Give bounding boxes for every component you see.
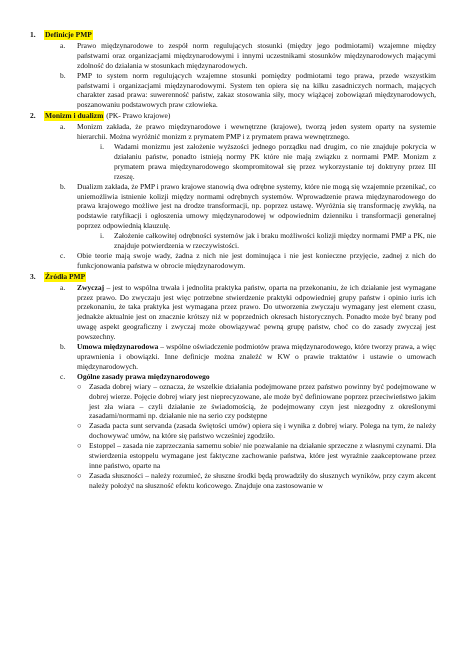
list-item <box>30 251 436 271</box>
principle-item <box>77 421 436 441</box>
item-lead: Zwyczaj <box>77 282 105 292</box>
section-title-suffix: (PK- Prawo krajowe) <box>104 111 171 121</box>
principle-text: Zasada słuszności – należy rozumieć, że słuszne środki będą prowadziły do słusznych wyników, przy czym akcent należy położyć na słuszność efektu końcowego. Znajduje ona zastosowanie w <box>89 470 436 490</box>
list-item <box>30 41 436 71</box>
list-item <box>30 283 436 342</box>
list-item <box>30 342 436 372</box>
bullet-icon: ○ <box>77 381 82 391</box>
principle-item <box>77 382 436 422</box>
item-label: b. <box>60 342 66 352</box>
principle-text: Zasada pacta sunt servanda (zasada świętości umów) opiera się i wynika z dobrej wiary. Polega na tym, że należy dochowywać umów, na które się państwo wcześniej zgodziło. <box>89 421 436 441</box>
section-title: Definicje PMP <box>45 30 92 39</box>
list-item <box>30 372 436 382</box>
item-text: Dualizm zakłada, że PMP i prawo krajowe stanowią dwa odrębne systemy, które nie mogą się wzajemnie przenikać, co uniemożliwia istnienie kolizji między normami odrębnych systemów. Wprowadzenie prawa międzynarodowego do prawa krajowego możliwe jest na drodze transformacji, np. poprzez ustawę. Wyróżnia się transformację zwykłą, na podstawie ratyfikacji i ogłoszenia umowy międzynarodowej w odpowiednim dzienniku i transformacji generalnej poprzez odpowiednią klauzulę. <box>77 181 436 231</box>
section-number: 2. <box>30 111 36 121</box>
item-label: i. <box>100 231 104 241</box>
list-item <box>30 182 436 232</box>
section-heading-1 <box>30 30 436 40</box>
item-lead: Ogólne zasady prawa międzynarodowego <box>77 371 210 381</box>
principles-list <box>30 382 436 491</box>
bullet-icon: ○ <box>77 441 82 451</box>
item-lead: Umowa międzynarodowa <box>77 342 159 352</box>
item-text: Monizm zakłada, że prawo międzynarodowe i wewnętrzne (krajowe), tworzą jeden system oparty na systemie hierarchii. Można wyróżnić monizm z prymatem PMP i z prymatem prawa wewnętrznego. <box>77 122 436 142</box>
item-label: b. <box>60 70 66 80</box>
principle-item <box>77 471 436 491</box>
item-label: c. <box>60 250 66 260</box>
item-label: b. <box>60 181 66 191</box>
item-text: Założenie całkowitej odrębności systemów jak i braku możliwości kolizji między normami PMP a PK, nie znajduje potwierdzenia w rzeczywistości. <box>114 231 436 251</box>
item-label: i. <box>100 141 104 151</box>
sub-list-item <box>30 142 436 182</box>
item-label: a. <box>60 122 66 132</box>
section-heading-3 <box>30 272 436 282</box>
section-number: 3. <box>30 271 36 281</box>
item-text: – jest to wspólna trwała i jednolita praktyka państw, oparta na przekonaniu, że ich działanie jest wymagane przez prawo. Do zwyczaju jest więc potrzebne stwierdzenie praktyki odpowiedniej grupy państw i opinio iuris ich przekonaniu, że taka praktyka jest wymagana przez prawo. Do utworzenia zwyczaju wymagany jest element czasu, jednakże aktualnie jest on znacznie krótszy niż w poprzednich okresach historycznych. Ponadto może być brany pod uwagę aspekt geograficzny i zwyczaj może obowiązywać pewną grupę państw, choć co do zasady zwyczaj jest powszechny. <box>77 282 436 342</box>
item-text: Prawo międzynarodowe to zespół norm regulujących stosunki (między jego podmiotami) wzajemne między państwami oraz organizacjami międzynarodowymi i innymi uczestnikami stosunków międzynarodowych mającymi zdolność do działania w stosunkach międzynarodowych. <box>77 40 436 70</box>
section-number: 1. <box>30 30 36 39</box>
bullet-icon: ○ <box>77 421 82 431</box>
list-item <box>30 122 436 142</box>
principle-text: Zasada dobrej wiary – oznacza, że wszelkie działania podejmowane przez państwo powinny być podejmowane w dobrej wierze. Pojęcie dobrej wiary jest nieprecyzowane, ale może być definiowane poprzez przeciwieństwo jakim jest zła wiara – czyli działanie ze świadomością, że podejmowany czyn jest niezgodny z określonymi zasadami/normami np. działanie nie na serio czy podstępne <box>89 381 436 421</box>
item-label: a. <box>60 40 66 50</box>
principle-text: Estoppel – zasada nie zaprzeczania samemu sobie/ nie pozwalanie na działanie sprzeczne z własnymi czynami. Dla stwierdzenia estoppelu wymagane jest faktyczne zachowanie państwa, które jest wyraźnie zaakceptowane przez inne państwo, oparte na <box>89 441 436 470</box>
bullet-icon: ○ <box>77 470 82 480</box>
sub-list-item <box>30 231 436 251</box>
section-title: Monizm i dualizm <box>45 111 104 121</box>
item-label: c. <box>60 371 66 381</box>
principle-item <box>77 441 436 471</box>
item-text: Obie teorie mają swoje wady, żadna z nich nie jest dominująca i nie jest konieczne przyjęcie, zadnej z nich do funkcjonowania państwa w obrocie międzynarodowym. <box>77 250 436 270</box>
item-label: a. <box>60 282 66 292</box>
list-item <box>30 71 436 111</box>
section-title: Źródła PMP <box>45 271 86 281</box>
item-text: – wspólne oświadczenie podmiotów prawa międzynarodowego, które tworzy prawa, a więc uprawnienia i obowiązki. Inne definicje można znaleźć w KW o prawie traktatów i ustawie o umowach międzynarodowych. <box>77 342 436 371</box>
item-text: PMP to system norm regulujących wzajemne stosunki pomiędzy podmiotami tego prawa, przede wszystkim państwami i organizacjami międzynarodowymi. System ten opiera się na kilku zasadniczych normach, mających charakter zasad prawa: suwerenność państw, zakaz stosowania siły, mocy wiążącej zobowiązań międzynarodowych, poszanowaniu podstawowych praw człowieka. <box>77 70 436 110</box>
item-text: Wadami monizmu jest założenie wyższości jednego porządku nad drugim, co nie znajduje pokrycia w działaniu państw, ponadto istnieją normy PK które nie mają związku z normami PMP. Monizm z prymatem prawa międzynarodowego skompromitował się przez wykorzystanie tej doktryny przez III rzeszę. <box>114 141 436 181</box>
section-heading-2 <box>30 111 436 121</box>
